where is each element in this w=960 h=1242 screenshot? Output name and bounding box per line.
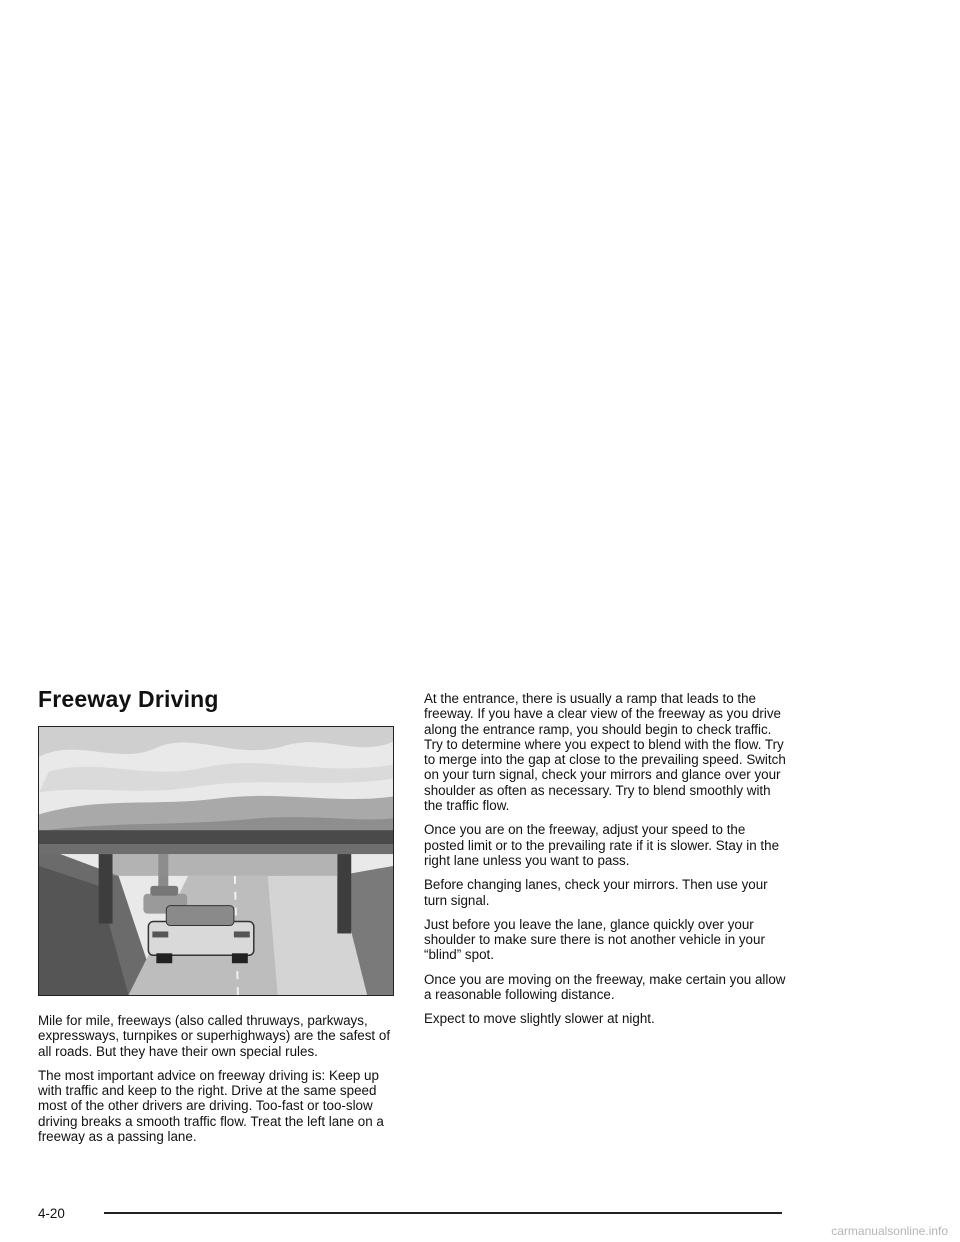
paragraph: Before changing lanes, check your mirrors. Then use your turn signal.: [424, 877, 768, 908]
paragraph: Once you are moving on the freeway, make certain you allow a reasonable following distance.: [424, 971, 786, 1003]
paragraph: Just before you leave the lane, glance quickly over your shoulder to make sure there is not another vehicle in your “blind” spot.: [424, 916, 765, 963]
paragraph: Mile for mile, freeways (also called thruways, parkways, expressways, turnpikes or superhighways) are the safest of all roads. But they have their own special rules.: [38, 1013, 391, 1059]
paragraph: At the entrance, there is usually a ramp that leads to the freeway. If you have a clear view of the freeway as you drive along the entrance ramp, you should begin to check traffic. Try to determine where you expect to blend with the flow. Try to merge into the gap at close to the prevailing speed. Switch on your turn signal, check your mirrors and glance over your shoulder as often as necessary. Try to blend smoothly with the traffic flow.: [424, 691, 786, 814]
watermark: carmanualsonline.info: [831, 1224, 948, 1238]
section-title: Freeway Driving: [38, 686, 219, 712]
freeway-illustration-svg: [39, 727, 393, 995]
left-column: [38, 1013, 394, 1153]
right-column: [424, 691, 786, 1036]
paragraph: Once you are on the freeway, adjust your speed to the posted limit or to the prevailing rate if it is slower. Stay in the right lane unless you want to pass.: [424, 822, 780, 868]
paragraph: The most important advice on freeway driving is: Keep up with traffic and keep to the right. Drive at the same speed most of the other drivers are driving. Too-fast or too-slow driving breaks a smooth traffic flow. Treat the left lane on a freeway as a passing lane.: [38, 1067, 384, 1145]
paragraph: Expect to move slightly slower at night.: [424, 1011, 655, 1027]
footer-rule: [104, 1212, 782, 1214]
page-number: 4-20: [38, 1206, 65, 1221]
freeway-overpass-illustration: [38, 726, 394, 996]
